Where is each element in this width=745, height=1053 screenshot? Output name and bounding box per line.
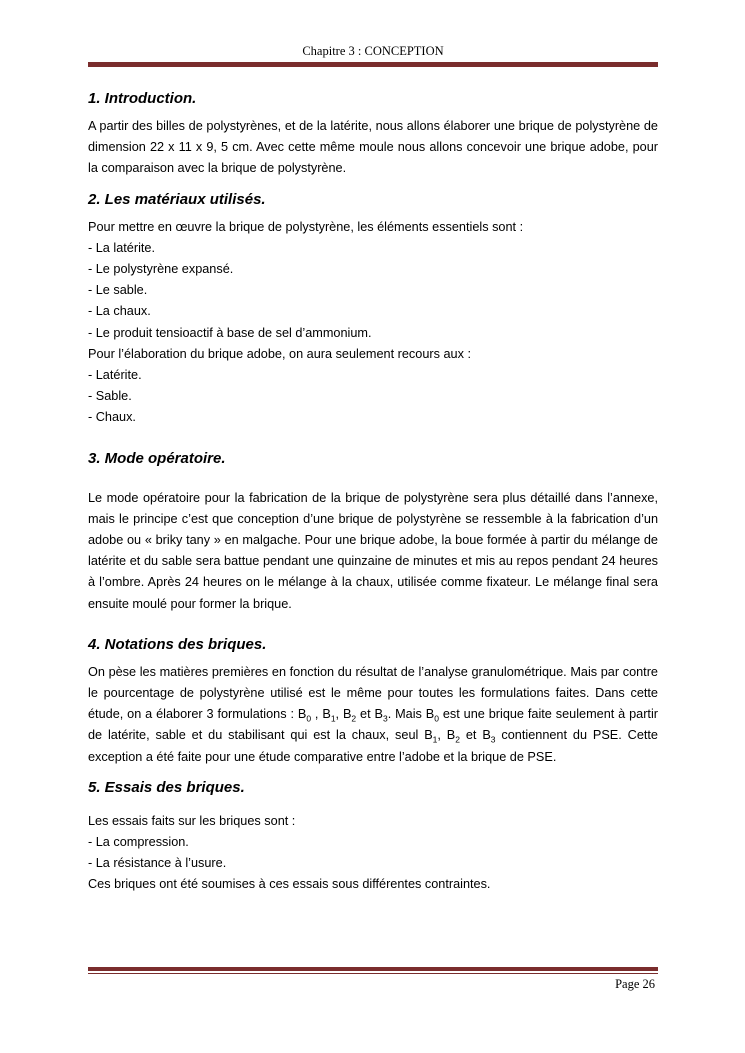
section-3-title: 3. Mode opératoire. — [88, 449, 226, 467]
section-5-title: 5. Essais des briques. — [88, 778, 245, 796]
section-5-outro: Ces briques ont été soumises à ces essais sous différentes contraintes. — [88, 877, 491, 892]
list-item: - Sable. — [88, 389, 132, 404]
footer-rule-thin — [88, 973, 658, 974]
list-item: - Le sable. — [88, 283, 148, 298]
list-item: - La compression. — [88, 835, 189, 850]
list-item: - Le produit tensioactif à base de sel d’ammonium. — [88, 325, 372, 340]
list-item: - La résistance à l’usure. — [88, 856, 227, 871]
section-2-intro: Pour mettre en œuvre la brique de polystyrène, les éléments essentiels sont : — [88, 219, 524, 234]
list-item: - La chaux. — [88, 304, 151, 319]
section-5-intro: Les essais faits sur les briques sont : — [88, 813, 296, 828]
list-item: - Latérite. — [88, 368, 142, 383]
list-item: - Le polystyrène expansé. — [88, 262, 234, 277]
section-3-text: Le mode opératoire pour la fabrication de la brique de polystyrène sera plus détaillé dans l’annexe, mais le principe c’est que conception d’une brique de polystyrène se ressemble à la fabrication d’un adobe ou « briky tany » en malgache. Pour une brique adobe, la boue formée à partir du mélange de latérite et du sable sera battue pendant une quinzaine de minutes et mis au repos pendant 24 heures à l’ombre. Après 24 heures on le mélange à la chaux, utilisée comme fixateur. Le mélange final sera ensuite moulé pour former la brique. — [88, 490, 658, 611]
page-content — [88, 90, 658, 896]
list-item: - La latérite. — [88, 240, 155, 255]
section-1-title: 1. Introduction. — [88, 90, 197, 107]
page-number: Page 26 — [615, 977, 655, 991]
page-header: Chapitre 3 : CONCEPTION — [302, 44, 444, 58]
section-2-intro-adobe: Pour l’élaboration du brique adobe, on aura seulement recours aux : — [88, 346, 471, 361]
header-rule — [88, 62, 658, 67]
list-item: - Chaux. — [88, 410, 136, 425]
footer-rule — [88, 967, 658, 971]
section-2-title: 2. Les matériaux utilisés. — [88, 190, 266, 208]
section-4-text: On pèse les matières premières en fonction du résultat de l’analyse granulométrique. Mais par contre le pourcentage de polystyrène utilisé est le même pour toutes les formulations faites. Dans cette étude, on a élaborer 3 formulations : $B_0$ , $B_1$, $B_2$ et $B_3$. Mais $B_0$ est une brique faite seulement à partir de latérite, sable et du stabilisant qui est la chaux, seul $B_1$, $B_2$ et $B_3$ contiennent du PSE. Cette exception a été faite pour une étude comparative entre l’adobe et la brique de PSE. — [88, 664, 658, 764]
section-4-title: 4. Notations des briques. — [88, 635, 267, 653]
section-1-text: A partir des billes de polystyrènes, et de la latérite, nous allons élaborer une brique de polystyrène de dimension 22 x 11 x 9, 5 cm. Avec cette même moule nous allons concevoir une brique adobe, pour la comparaison avec la brique de polystyrène. — [88, 119, 658, 176]
